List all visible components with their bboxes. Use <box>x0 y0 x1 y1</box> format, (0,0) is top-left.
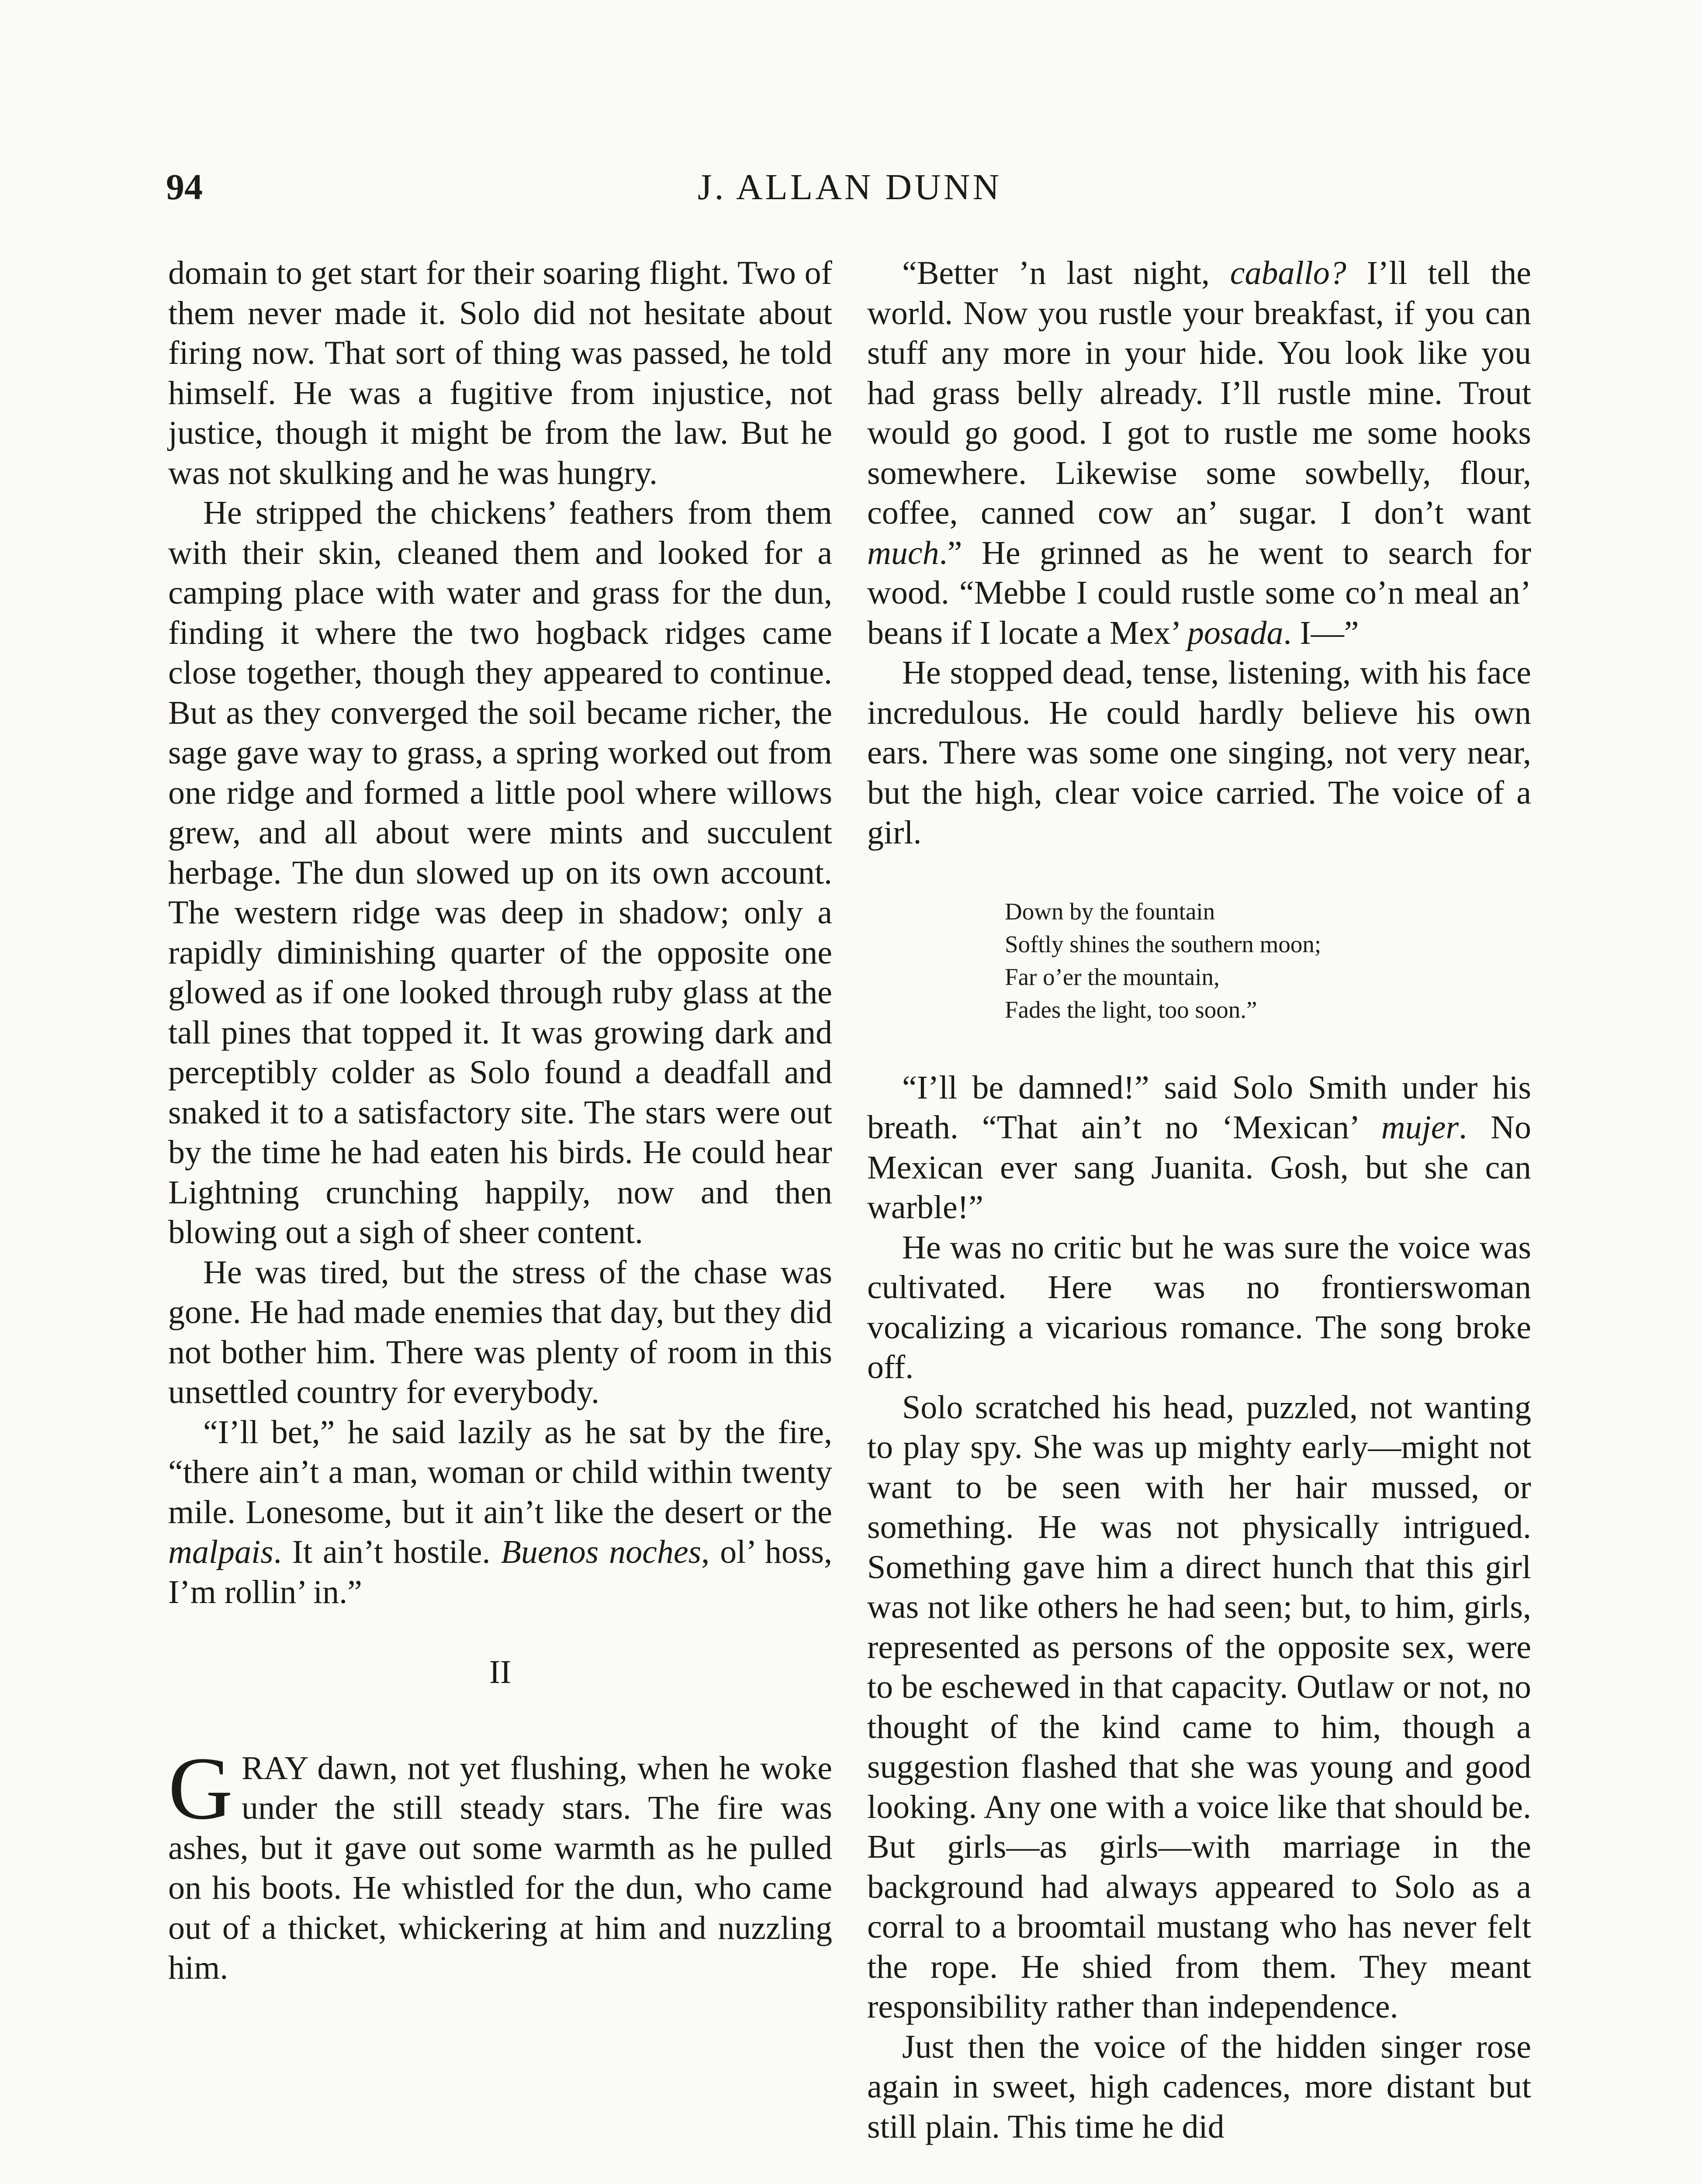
italic-text: malpais <box>168 1534 273 1570</box>
page-number: 94 <box>166 167 203 207</box>
text-run: , ol’ hoss, I’m rollin’ in.” <box>168 1534 832 1610</box>
italic-text: mujer <box>1381 1109 1459 1146</box>
paragraph <box>867 253 1531 653</box>
text-run: .” He grinned as he went to search for wood. “Mebbe I could rustle some co’n meal an’ beans if I locate a Mex’ <box>867 534 1531 651</box>
text-run: “I’ll be damned!” said Solo Smith under his breath. “That ain’t no ‘Mexican’ <box>867 1069 1531 1146</box>
paragraph: Just then the voice of the hidden singer rose again in sweet, high cadences, more distant but still plain. This time he did <box>867 2028 1531 2145</box>
verse-line: Far o’er the mountain, <box>1005 963 1220 990</box>
paragraph <box>168 1738 832 1988</box>
paragraph: He stripped the chickens’ feathers from them with their skin, cleaned them and looked for a camping place with water and grass for the dun, finding it where the two hogback ridges came close together, though they appeared to continue. But as they converged the soil became richer, the sage gave way to grass, a spring worked out from one ridge and formed a little pool where willows grew, and all about were mints and succulent herbage. The dun slowed up on its own account. The western ridge was deep in shadow; only a rapidly diminishing quarter of the opposite one glowed as if one looked through ruby glass at the tall pines that topped it. It was growing dark and perceptibly colder as Solo found a deadfall and snaked it to a satisfactory site. The stars were out by the time he had eaten his birds. He could hear Lightning crunching happily, now and then blowing out a sigh of sheer content. <box>168 494 832 1251</box>
italic-text: caballo? <box>1230 255 1346 291</box>
verse-line: Down by the fountain <box>1005 898 1215 925</box>
italic-text: much <box>867 534 939 571</box>
verse-line: Softly shines the southern moon; <box>1005 930 1321 957</box>
paragraph: Solo scratched his head, puzzled, not wanting to play spy. She was up mighty early—might not want to be seen with her hair mussed, or something. He was not physically intrigued. Something gave him a direct hunch that this girl was not like others he had seen; but, to him, girls, represented as persons of the opposite sex, were to be eschewed in that capacity. Outlaw or not, no thought of the kind came to him, though a suggestion flashed that she was young and good looking. Any one with a voice like that should be. But girls—as girls—with marriage in the background had always appeared to Solo as a corral to a broomtail mustang who has never felt the rope. He shied from them. They meant responsibility rather than independence. <box>867 1389 1531 2025</box>
paragraph <box>168 1413 832 1613</box>
text-run: “Better ’n last night, <box>902 255 1230 291</box>
paragraph: He stopped dead, tense, listening, with his face incredulous. He could hardly believe his own ears. There was some one singing, not very near, but the high, clear voice carried. The voice of a girl. <box>867 654 1531 851</box>
italic-text: Buenos noches <box>501 1534 702 1570</box>
page-header <box>166 166 1533 223</box>
right-column <box>867 253 1531 2147</box>
paragraph: He was no critic but he was sure the voice was cultivated. Here was no frontierswoman vocalizing a vicarious romance. The song broke off. <box>867 1229 1531 1386</box>
song-verse <box>1005 895 1531 1026</box>
text-run: . It ain’t hostile. <box>273 1534 501 1570</box>
running-head: J. ALLAN DUNN <box>697 167 1002 207</box>
text-run: RAY dawn, not yet flushing, when he woke under the still steady stars. The fire was ashes, but it gave out some warmth as he pulled on his boots. He whistled for the dun, who came out of a thicket, whickering at him and nuzzling him. <box>168 1749 832 1986</box>
italic-text: posada <box>1187 614 1283 651</box>
section-number: II <box>489 1654 512 1690</box>
drop-cap: G <box>168 1738 233 1838</box>
text-run: . I—” <box>1283 614 1359 651</box>
text-run: . No Mexican ever sang Juanita. Gosh, but she can warble!” <box>867 1109 1532 1226</box>
paragraph <box>867 1068 1531 1228</box>
paragraph: domain to get start for their soaring flight. Two of them never made it. Solo did not hesitate about firing now. That sort of thing was passed, he told himself. He was a fugitive from injustice, not justice, though it might be from the law. But he was not skulking and he was hungry. <box>168 255 832 491</box>
paragraph: He was tired, but the stress of the chase was gone. He had made enemies that day, but they did not bother him. There was plenty of room in this unsettled country for everybody. <box>168 1254 832 1410</box>
left-column <box>168 253 832 1988</box>
verse-line: Fades the light, too soon.” <box>1005 996 1257 1023</box>
text-run: I’ll tell the world. Now you rustle your breakfast, if you can stuff any more in your hide. You look like you had grass belly already. I’ll rustle mine. Trout would go good. I got to rustle me some hooks somewhere. Likewise some sowbelly, flour, coffee, canned cow an’ sugar. I don’t want <box>867 255 1531 531</box>
text-run: “I’ll bet,” he said lazily as he sat by the fire, “there ain’t a man, woman or child within twenty mile. Lonesome, but it ain’t like the desert or the <box>168 1413 832 1531</box>
